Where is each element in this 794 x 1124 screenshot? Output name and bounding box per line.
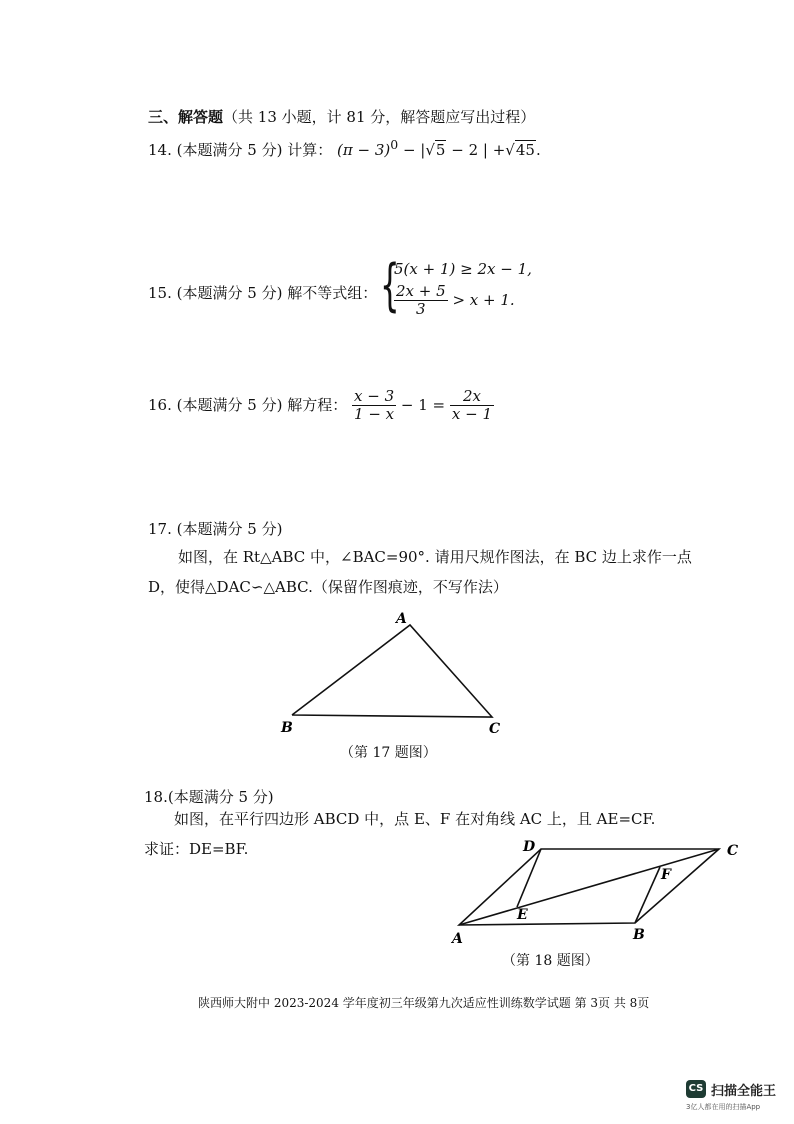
q18-line1: 如图，在平行四边形 ABCD 中，点 E、F 在对角线 AC 上，且 AE=CF. bbox=[174, 810, 656, 828]
question-18 bbox=[144, 786, 274, 807]
q18-number: 18. bbox=[144, 788, 168, 806]
q15-prompt: 解不等式组： bbox=[287, 284, 378, 302]
q17-meta: (本题满分 5 分) bbox=[176, 520, 283, 538]
q15-line2 bbox=[394, 283, 515, 319]
sqrt-sign: √ bbox=[425, 141, 435, 159]
q15-meta: (本题满分 5 分) bbox=[176, 284, 283, 302]
q16-fraction-right bbox=[450, 388, 494, 424]
q14-prompt: 计算： bbox=[287, 141, 333, 159]
q15-line2-rest: > x + 1. bbox=[452, 290, 515, 309]
section-header bbox=[148, 106, 535, 127]
q18-label-e: E bbox=[517, 907, 528, 923]
q15-brace: { bbox=[380, 253, 400, 318]
q14-expr-c: − 2 | + bbox=[451, 141, 506, 159]
q16-fraction-left bbox=[352, 388, 396, 424]
diagonal-ac bbox=[459, 849, 719, 925]
q18-parallelogram-figure bbox=[445, 835, 750, 950]
q17-line1: 如图，在 Rt△ABC 中，∠BAC=90°. 请用尺规作图法，在 BC 边上求作一点 bbox=[178, 548, 692, 566]
q16-prompt: 解方程： bbox=[287, 395, 348, 414]
q17-triangle-figure bbox=[270, 605, 520, 740]
q14-number: 14. bbox=[148, 141, 172, 159]
q16-f1-num: x − 3 bbox=[354, 387, 395, 405]
question-15 bbox=[148, 282, 377, 303]
q18-label-c: C bbox=[727, 843, 739, 859]
q17-label-c: C bbox=[489, 721, 501, 737]
triangle-abc bbox=[292, 625, 492, 717]
q14-end: . bbox=[535, 141, 541, 159]
q14-meta: (本题满分 5 分) bbox=[176, 141, 283, 159]
q15-frac-num: 2x + 5 bbox=[396, 282, 446, 300]
q14-sqrt5: 5 bbox=[435, 141, 446, 159]
q18-caption: （第 18 题图） bbox=[502, 953, 599, 969]
q16-f2-num: 2x bbox=[450, 388, 494, 406]
q18-label-b: B bbox=[633, 927, 645, 943]
q18-line2: 求证：DE=BF. bbox=[144, 840, 249, 858]
q18-label-a: A bbox=[452, 931, 463, 947]
q17-number: 17. bbox=[148, 520, 172, 538]
q16-f2-den: x − 1 bbox=[451, 405, 493, 424]
q15-number: 15. bbox=[148, 284, 172, 302]
q14-exponent: 0 bbox=[390, 137, 399, 152]
q17-label-b: B bbox=[281, 720, 293, 736]
watermark-tagline: 3亿人都在用的扫描App bbox=[686, 1103, 761, 1111]
q18-label-f: F bbox=[661, 867, 671, 883]
section-heading: 三、解答题 bbox=[148, 108, 224, 126]
q14-expr-b: − | bbox=[402, 141, 426, 159]
q18-meta: (本题满分 5 分) bbox=[167, 788, 274, 806]
q16-meta: (本题满分 5 分) bbox=[176, 395, 283, 414]
question-14 bbox=[148, 137, 541, 160]
segment-bf bbox=[635, 867, 660, 923]
watermark-name: 扫描全能王 bbox=[711, 1084, 777, 1099]
q18-label-d: D bbox=[523, 839, 536, 855]
q16-mid: − 1 = bbox=[400, 395, 446, 414]
q15-line1: 5(x + 1) ≥ 2x − 1, bbox=[394, 260, 532, 278]
q15-fraction bbox=[394, 283, 448, 319]
q15-frac-den: 3 bbox=[416, 300, 426, 319]
camscanner-logo-icon: CS bbox=[686, 1080, 706, 1098]
q17-label-a: A bbox=[396, 611, 407, 627]
page-footer: 陕西师大附中 2023-2024 学年度初三年级第九次适应性训练数学试题 第 3页 共 8页 bbox=[198, 996, 650, 1010]
sqrt-sign: √ bbox=[505, 141, 515, 159]
q14-expr-a: (π − 3) bbox=[337, 141, 391, 159]
section-note: （共 13 小题，计 81 分，解答题应写出过程） bbox=[223, 108, 536, 126]
segment-de bbox=[517, 849, 541, 907]
q14-sqrt45: 45 bbox=[515, 141, 535, 159]
q16-number: 16. bbox=[148, 395, 172, 414]
q17-caption: （第 17 题图） bbox=[340, 745, 437, 761]
question-16 bbox=[148, 388, 494, 424]
q17-line2: D，使得△DAC∽△ABC.（保留作图痕迹，不写作法） bbox=[148, 578, 508, 596]
question-17 bbox=[148, 518, 282, 539]
q16-f1-den: 1 − x bbox=[354, 405, 395, 424]
